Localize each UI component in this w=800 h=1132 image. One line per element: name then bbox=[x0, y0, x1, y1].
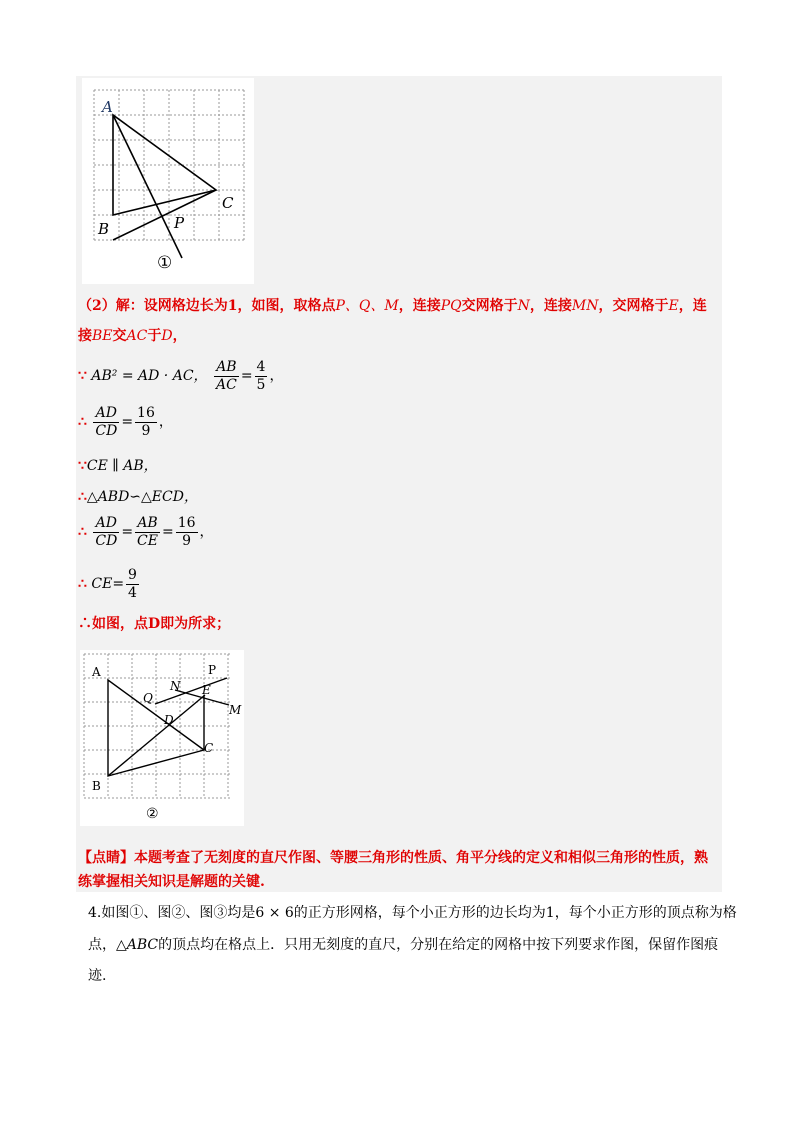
equation-5 bbox=[78, 514, 214, 550]
solution-line-1 bbox=[78, 296, 707, 316]
fraction-denominator: 4 bbox=[128, 584, 137, 601]
fraction-ab-ce bbox=[135, 515, 160, 550]
comment-line-1: 【点睛】本题考查了无刻度的直尺作图、等腰三角形的性质、角平分线的定义和相似三角形的性质，熟 bbox=[78, 850, 708, 866]
fig1-label-a: A bbox=[102, 98, 113, 116]
comma: ， bbox=[158, 414, 173, 430]
fig2-label-n: N bbox=[170, 679, 181, 693]
problem4-line-3: 迹. bbox=[88, 968, 107, 984]
solution-text: 于 bbox=[147, 328, 162, 344]
fraction-numerator: AD bbox=[93, 405, 119, 423]
solution-text: ，交网格于 bbox=[598, 298, 669, 314]
solution-text: ，连接 bbox=[398, 298, 441, 314]
comma: ， bbox=[199, 524, 214, 540]
solution-text: 接 bbox=[78, 328, 92, 344]
comma: ， bbox=[269, 368, 284, 384]
fraction-denominator: 5 bbox=[256, 376, 266, 393]
solution-text: 交网格于 bbox=[461, 298, 518, 314]
problem4-line-2 bbox=[88, 935, 718, 955]
therefore-symbol: ∴ bbox=[78, 414, 87, 430]
problem4-text: 的顶点均在格点上．只用无刻度的直尺，分别在给定的网格中按下列要求作图，保留作图痕 bbox=[158, 937, 719, 953]
problem4-text: 点， bbox=[88, 937, 116, 953]
segment-be: BE bbox=[92, 328, 113, 344]
fig1-label-c: C bbox=[222, 194, 234, 212]
solution-line-2 bbox=[78, 326, 187, 346]
fraction-denominator: 9 bbox=[141, 422, 151, 439]
segment-mn: MN bbox=[571, 298, 599, 314]
fig2-label-e: E bbox=[202, 683, 211, 697]
fraction-16-9 bbox=[135, 405, 157, 440]
point-e: E bbox=[668, 298, 679, 314]
fraction-16-9 bbox=[176, 515, 198, 550]
fraction-numerator: AB bbox=[135, 515, 160, 533]
fraction-denominator: CE bbox=[137, 532, 158, 549]
fraction-denominator: AC bbox=[215, 376, 237, 393]
figure-1 bbox=[82, 78, 254, 284]
fraction-9-4 bbox=[126, 567, 139, 602]
fig2-label-p: P bbox=[208, 663, 217, 677]
fig1-label-b: B bbox=[98, 220, 110, 238]
fraction-numerator: 16 bbox=[177, 514, 196, 531]
equation-4 bbox=[78, 487, 198, 507]
fraction-numerator: 4 bbox=[256, 358, 266, 375]
fig1-label-p: P bbox=[174, 214, 185, 232]
equals-sign: = bbox=[121, 414, 134, 430]
fraction-numerator: 9 bbox=[128, 566, 137, 583]
problem4-line-1: 4.如图①、图②、图③均是6 × 6的正方形网格，每个小正方形的边长均为1，每个小正方形的顶点称为格 bbox=[88, 905, 737, 921]
solution-intro: （2）解：设网格边长为1，如图，取格点 bbox=[78, 298, 336, 314]
fraction-denominator: 9 bbox=[182, 532, 192, 549]
fraction-numerator: AD bbox=[93, 515, 119, 533]
therefore-symbol: ∴ bbox=[78, 524, 87, 540]
fraction-ad-cd bbox=[93, 515, 119, 550]
equals-sign: = bbox=[240, 368, 253, 384]
fraction-4-5 bbox=[255, 359, 268, 394]
point-d: D bbox=[161, 328, 173, 344]
equation-similar-triangles: △ABD∽△ECD， bbox=[86, 489, 198, 505]
point-n: N bbox=[517, 298, 530, 314]
solution-text: ，连接 bbox=[529, 298, 572, 314]
fig2-caption: ② bbox=[146, 806, 159, 822]
solution-text: ， bbox=[172, 328, 187, 344]
figure-1-drawing bbox=[82, 78, 254, 284]
equation-ab-squared: AB² = AD · AC， bbox=[91, 368, 208, 384]
fraction-numerator: 16 bbox=[137, 404, 155, 421]
because-symbol: ∵ bbox=[78, 368, 87, 384]
solution-text: 交 bbox=[112, 328, 127, 344]
comment-line-2: 练掌握相关知识是解题的关键. bbox=[78, 874, 265, 890]
figure-2-drawing bbox=[80, 650, 244, 826]
triangle-abc: △ABC bbox=[116, 937, 159, 953]
segment-pq: PQ bbox=[440, 298, 462, 314]
because-symbol: ∵ bbox=[78, 458, 87, 474]
equals-sign: = bbox=[161, 524, 174, 540]
equation-1 bbox=[78, 358, 283, 394]
solution-points-pqm: P、Q、M bbox=[335, 298, 399, 314]
equation-6 bbox=[78, 566, 141, 602]
equals-sign: = bbox=[112, 576, 125, 592]
fig2-label-a: A bbox=[92, 665, 101, 679]
therefore-symbol: ∴ bbox=[78, 489, 87, 505]
segment-ac: AC bbox=[126, 328, 148, 344]
fraction-denominator: CD bbox=[95, 422, 118, 439]
equals-sign: = bbox=[121, 524, 134, 540]
solution-conclusion: ∴如图，点D即为所求； bbox=[78, 616, 231, 632]
fig2-label-c: C bbox=[204, 741, 214, 755]
solution-text: ，连 bbox=[678, 298, 707, 314]
therefore-symbol: ∴ bbox=[78, 576, 87, 592]
fraction-ad-cd bbox=[93, 405, 119, 440]
fig2-label-b: B bbox=[92, 779, 101, 793]
figure-2 bbox=[80, 650, 244, 826]
fig2-label-m: M bbox=[229, 703, 242, 717]
fig2-label-q: Q bbox=[143, 691, 153, 705]
equation-2 bbox=[78, 404, 173, 440]
fraction-denominator: CD bbox=[95, 532, 118, 549]
equation-ce-parallel-ab: CE ∥ AB， bbox=[86, 458, 158, 474]
segment-ce: CE bbox=[91, 576, 113, 592]
fig2-label-d: D bbox=[164, 713, 174, 727]
fig1-caption: ① bbox=[157, 253, 173, 273]
fraction-ab-ac bbox=[214, 359, 239, 394]
fraction-numerator: AB bbox=[214, 359, 239, 377]
equation-3 bbox=[78, 456, 158, 476]
